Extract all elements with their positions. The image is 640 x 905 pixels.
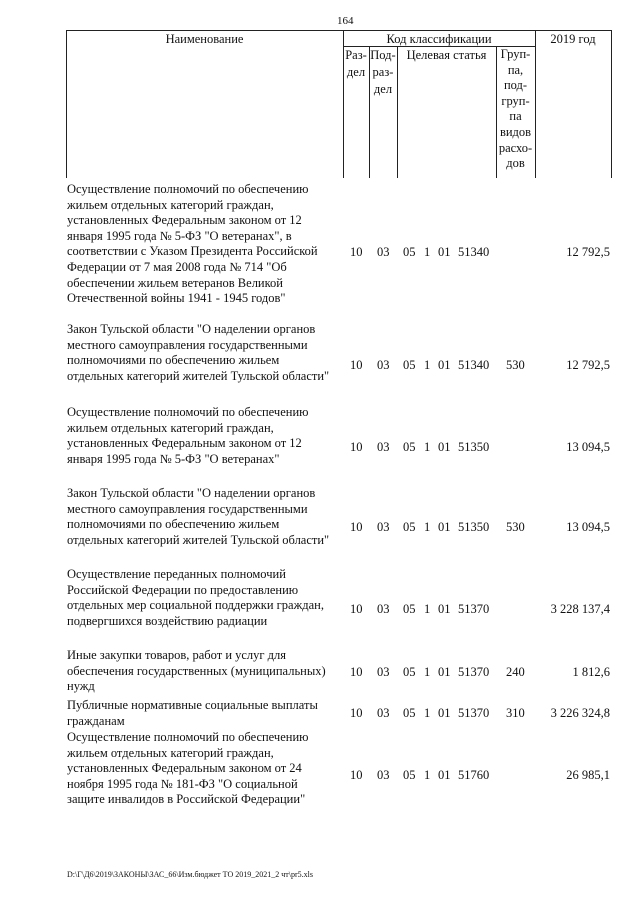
row-name: Закон Тульской области "О наделении органов местного самоуправления государственными полномочиями по обеспечению жильем отдельных категорий жителей Тульской области" [67,486,330,547]
group-code: 530 [506,358,525,372]
razdel-code: 10 [350,245,363,259]
target-part-1: 05 [403,245,416,259]
group-code: 530 [506,520,525,534]
target-part-4: 51340 [458,358,490,372]
target-part-4: 51760 [458,768,490,782]
podrazdel-code: 03 [377,440,390,454]
target-part-3: 01 [438,602,451,616]
razdel-code: 10 [350,665,363,679]
amount-2019: 13 094,5 [566,440,610,454]
target-part-1: 05 [403,358,416,372]
target-part-2: 1 [424,768,431,782]
target-part-1: 05 [403,665,416,679]
group-code: 240 [506,665,525,679]
razdel-code: 10 [350,520,363,534]
page-number: 164 [337,15,354,27]
row-name: Закон Тульской области "О наделении органов местного самоуправления государственными полномочиями по обеспечению жильем отдельных категорий жителей Тульской области" [67,322,330,383]
header-target: Целевая статья [406,48,487,62]
target-part-4: 51350 [458,440,490,454]
target-part-2: 1 [424,665,431,679]
target-part-2: 1 [424,358,431,372]
row-codes [0,440,640,456]
row-codes [0,520,640,536]
row-name: Осуществление переданных полномочий Российской Федерации по предоставлению отдельных мер социальной поддержки граждан, подвергшихся воздействию радиации [67,567,324,628]
target-part-4: 51340 [458,245,490,259]
razdel-code: 10 [350,358,363,372]
row-codes [0,358,640,374]
header-name: Наименование [165,32,244,46]
row-codes [0,602,640,618]
target-part-4: 51370 [458,706,490,720]
target-part-3: 01 [438,245,451,259]
razdel-code: 10 [350,602,363,616]
amount-2019: 1 812,6 [572,665,610,679]
target-part-1: 05 [403,520,416,534]
target-part-4: 51370 [458,665,490,679]
podrazdel-code: 03 [377,665,390,679]
amount-2019: 12 792,5 [566,245,610,259]
target-part-2: 1 [424,245,431,259]
row-name: Иные закупки товаров, работ и услуг для обеспечения государственных (муниципальных) нужд [67,648,326,694]
row-name: Осуществление полномочий по обеспечению жильем отдельных категорий граждан, установленных Федеральным законом от 12 января 1995 года № 5-ФЗ "О ветеранах", в соответствии с Указом Президента Российской Федерации от 7 мая 2008 года № 714 "Об обеспечении жильем ветеранов Великой Отечественной войны 1941 - 1945 годов" [67,182,318,306]
podrazdel-code: 03 [377,245,390,259]
amount-2019: 26 985,1 [566,768,610,782]
target-part-1: 05 [403,602,416,616]
header-code-group: Код классификации [386,32,492,46]
row-name: Публичные нормативные социальные выплаты гражданам [67,698,318,728]
table-header [0,0,640,180]
podrazdel-code: 03 [377,602,390,616]
razdel-code: 10 [350,440,363,454]
target-part-3: 01 [438,440,451,454]
podrazdel-code: 03 [377,706,390,720]
target-part-1: 05 [403,440,416,454]
row-codes [0,665,640,681]
target-part-2: 1 [424,440,431,454]
row-codes [0,706,640,722]
amount-2019: 13 094,5 [566,520,610,534]
header-razdel: Раз- дел [345,48,367,79]
amount-2019: 3 226 324,8 [550,706,610,720]
row-codes [0,768,640,784]
row-name: Осуществление полномочий по обеспечению жильем отдельных категорий граждан, установленных Федеральным законом от 24 ноября 1995 года № 181-ФЗ "О социальной защите инвалидов в Российской Федерации" [67,730,309,807]
target-part-3: 01 [438,706,451,720]
podrazdel-code: 03 [377,520,390,534]
target-part-2: 1 [424,520,431,534]
target-part-2: 1 [424,706,431,720]
amount-2019: 3 228 137,4 [550,602,610,616]
target-part-1: 05 [403,768,416,782]
target-part-4: 51370 [458,602,490,616]
amount-2019: 12 792,5 [566,358,610,372]
target-part-3: 01 [438,768,451,782]
row-codes [0,245,640,261]
target-part-3: 01 [438,358,451,372]
target-part-3: 01 [438,665,451,679]
header-year: 2019 год [550,32,596,46]
row-name: Осуществление полномочий по обеспечению жильем отдельных категорий граждан, установленных Федеральным законом от 12 января 1995 года № 5-ФЗ "О ветеранах" [67,405,309,466]
file-path-footer: D:\Г\Д6\2019\ЗАКОНЫ\ЗАС_66\Изм.бюджет ТО 2019_2021_2 чт\pr5.xls [67,870,313,879]
podrazdel-code: 03 [377,768,390,782]
target-part-1: 05 [403,706,416,720]
target-part-3: 01 [438,520,451,534]
podrazdel-code: 03 [377,358,390,372]
header-podrazdel: Под- раз- дел [370,48,396,96]
group-code: 310 [506,706,525,720]
header-group: Груп- па, под- груп- па видов расхо- дов [498,47,533,171]
razdel-code: 10 [350,768,363,782]
target-part-4: 51350 [458,520,490,534]
razdel-code: 10 [350,706,363,720]
target-part-2: 1 [424,602,431,616]
